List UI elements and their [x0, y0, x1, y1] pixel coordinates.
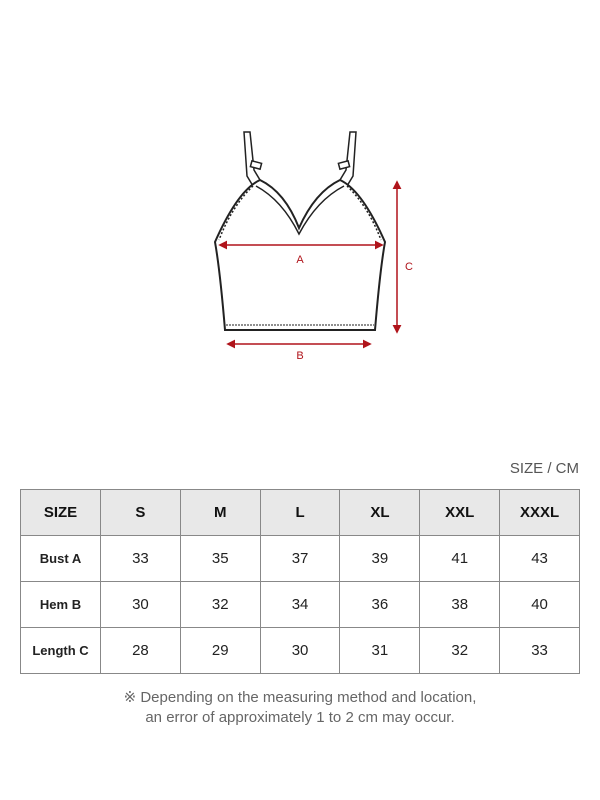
table-cell: 41 [420, 536, 500, 582]
table-cell: 43 [500, 536, 580, 582]
table-row [21, 628, 580, 674]
note-line-2: an error of approximately 1 to 2 cm may occur. [145, 709, 455, 726]
header-l: L [260, 490, 340, 536]
label-a: A [296, 254, 304, 266]
measurement-note [0, 688, 600, 728]
row-label: Length C [21, 628, 101, 674]
table-row [21, 582, 580, 628]
header-xxxl: XXXL [500, 490, 580, 536]
table-cell: 34 [260, 582, 340, 628]
size-table [20, 489, 580, 674]
header-xxl: XXL [420, 490, 500, 536]
header-size: SIZE [21, 490, 101, 536]
table-cell: 32 [420, 628, 500, 674]
table-cell: 33 [101, 536, 181, 582]
table-cell: 28 [101, 628, 181, 674]
row-label: Bust A [21, 536, 101, 582]
garment-diagram [200, 120, 430, 370]
header-xl: XL [340, 490, 420, 536]
table-cell: 35 [180, 536, 260, 582]
table-row [21, 536, 580, 582]
label-c: C [405, 261, 413, 273]
unit-label: SIZE / CM [509, 460, 579, 477]
label-b: B [296, 350, 304, 362]
header-m: M [180, 490, 260, 536]
table-cell: 30 [260, 628, 340, 674]
table-cell: 31 [340, 628, 420, 674]
table-cell: 39 [340, 536, 420, 582]
table-header-row [21, 490, 580, 536]
left-strap [244, 132, 262, 186]
table-cell: 30 [101, 582, 181, 628]
table-cell: 37 [260, 536, 340, 582]
table-cell: 40 [500, 582, 580, 628]
table-cell: 36 [340, 582, 420, 628]
table-cell: 29 [180, 628, 260, 674]
note-line-1: ※ Depending on the measuring method and location, [123, 689, 477, 706]
row-label: Hem B [21, 582, 101, 628]
table-cell: 32 [180, 582, 260, 628]
table-cell: 38 [420, 582, 500, 628]
header-s: S [101, 490, 181, 536]
right-strap [338, 132, 356, 186]
table-cell: 33 [500, 628, 580, 674]
